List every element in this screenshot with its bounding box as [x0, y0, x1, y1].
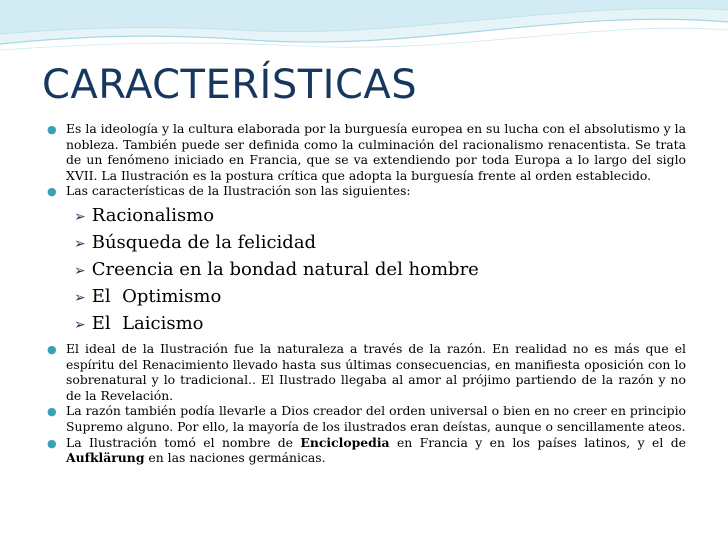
- bold-term-aufklarung: Aufklärung: [66, 450, 145, 466]
- list-item: ➢ Creencia en la bondad natural del hombre: [74, 258, 479, 280]
- paragraph-text-part: La Ilustración tomó el nombre de: [66, 434, 301, 450]
- bullet-icon: ●: [47, 185, 57, 199]
- bullet-paragraph-2: [44, 183, 686, 199]
- paragraph-text: El ideal de la Ilustración fue la naturaleza a través de la razón. En realidad no es más que el espíritu del Renacimiento llevado hasta sus últimas consecuencias, en manifiesta oposición con lo sobrenatural y lo tradicional.. El Ilustrado llegaba al amor al prójimo partiendo de la razón y no de la Revelación.: [66, 340, 686, 403]
- list-item: ➢ El Laicismo: [74, 312, 204, 334]
- bullet-paragraph-5: [44, 435, 686, 466]
- bullet-paragraph-1: [44, 121, 686, 183]
- arrow-bullet-icon: ➢: [74, 235, 86, 252]
- slide-title: CARACTERÍSTICAS: [42, 62, 418, 108]
- bullet-icon: ●: [47, 405, 57, 419]
- slide-content: [44, 121, 686, 466]
- header-wave-decoration: [0, 0, 728, 60]
- arrow-bullet-icon: ➢: [74, 289, 86, 306]
- paragraph-text: La razón también podía llevarle a Dios creador del orden universal o bien en no creer en principio Supremo alguno. Por ello, la mayoría de los ilustrados eran deístas, aunque o sencillamente ateos.: [66, 403, 686, 434]
- paragraph-text-part: en Francia y en los países latinos, y el de: [389, 434, 686, 450]
- list-item: ➢ El Optimismo: [74, 285, 222, 307]
- bullet-icon: ●: [47, 436, 57, 450]
- bold-term-enciclopedia: Enciclopedia: [300, 434, 390, 450]
- bullet-icon: ●: [47, 123, 57, 136]
- arrow-bullet-icon: ➢: [74, 316, 86, 333]
- arrow-bullet-icon: ➢: [74, 208, 86, 225]
- paragraph-text: Las características de la Ilustración son las siguientes:: [66, 183, 411, 199]
- list-item: ➢ Racionalismo: [74, 204, 215, 226]
- arrow-bullet-icon: ➢: [74, 262, 86, 279]
- bullet-paragraph-4: [44, 403, 686, 434]
- bullet-icon: ●: [47, 342, 57, 356]
- paragraph-text-part: en las naciones germánicas.: [144, 450, 326, 466]
- bullet-paragraph-3: [44, 341, 686, 403]
- list-item: ➢ Búsqueda de la felicidad: [74, 231, 317, 253]
- paragraph-text: Es la ideología y la cultura elaborada por la burguesía europea en su lucha con el absolutismo y la nobleza. También puede ser definida como la culminación del racionalismo renacentista. Se trata de un fenómeno iniciado en Francia, que se va extendiendo por toda Europa a lo largo del siglo XVII. La Ilustración es la postura crítica que adopta la burguesía frente al orden establecido.: [66, 121, 686, 183]
- characteristics-list: [44, 203, 686, 338]
